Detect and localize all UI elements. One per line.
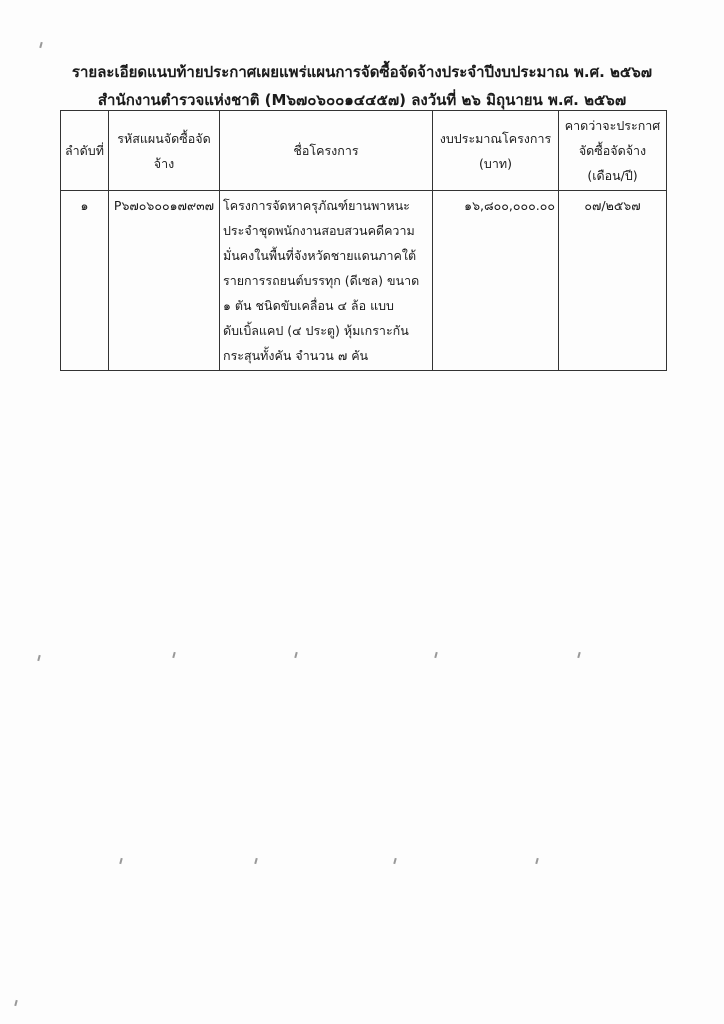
column-header-expected-date: คาดว่าจะประกาศจัดซื้อจัดจ้าง (เดือน/ปี)	[559, 111, 667, 191]
scan-speck	[172, 652, 175, 658]
scan-speck	[14, 1000, 17, 1006]
column-header-project-name: ชื่อโครงการ	[220, 111, 433, 191]
cell-plan-code: P๖๗๐๖๐๐๑๗๙๓๗	[109, 191, 220, 371]
header-subtitle: สำนักงานตำรวจแห่งชาติ (M๖๗๐๖๐๐๑๔๔๕๗) ลงวันที่ ๒๖ มิถุนายน พ.ศ. ๒๕๖๗	[97, 91, 627, 109]
cell-no: ๑	[61, 191, 109, 371]
table-header-row	[61, 111, 667, 191]
table-row	[61, 191, 667, 371]
scan-speck	[294, 652, 297, 658]
scan-speck	[577, 652, 580, 658]
scan-speck	[39, 42, 42, 48]
scan-speck	[434, 652, 437, 658]
cell-expected-date: ๐๗/๒๕๖๗	[559, 191, 667, 371]
scan-speck	[119, 858, 122, 864]
procurement-plan-table	[60, 110, 667, 371]
column-header-no: ลำดับที่	[61, 111, 109, 191]
scan-speck	[535, 858, 538, 864]
scan-speck	[254, 858, 257, 864]
scan-speck	[37, 655, 40, 661]
column-header-budget: งบประมาณโครงการ (บาท)	[433, 111, 559, 191]
document-header	[0, 58, 724, 114]
header-title: รายละเอียดแนบท้ายประกาศเผยแพร่แผนการจัดซื้อจัดจ้างประจำปีงบประมาณ พ.ศ. ๒๕๖๗	[71, 63, 653, 81]
cell-project-name: โครงการจัดหาครุภัณฑ์ยานพาหนะประจำชุดพนักงานสอบสวนคดีความมั่นคงในพื้นที่จังหวัดชายแดนภาคใต้ รายการรถยนต์บรรทุก (ดีเซล) ขนาด ๑ ตัน ชนิดขับเคลื่อน ๔ ล้อ แบบดับเบิ้ลแคป (๔ ประตู) หุ้มเกราะกันกระสุนทั้งคัน จำนวน ๗ คัน	[220, 191, 433, 371]
scan-speck	[393, 858, 396, 864]
cell-budget: ๑๖,๘๐๐,๐๐๐.๐๐	[433, 191, 559, 371]
column-header-plan-code: รหัสแผนจัดซื้อจัดจ้าง	[109, 111, 220, 191]
